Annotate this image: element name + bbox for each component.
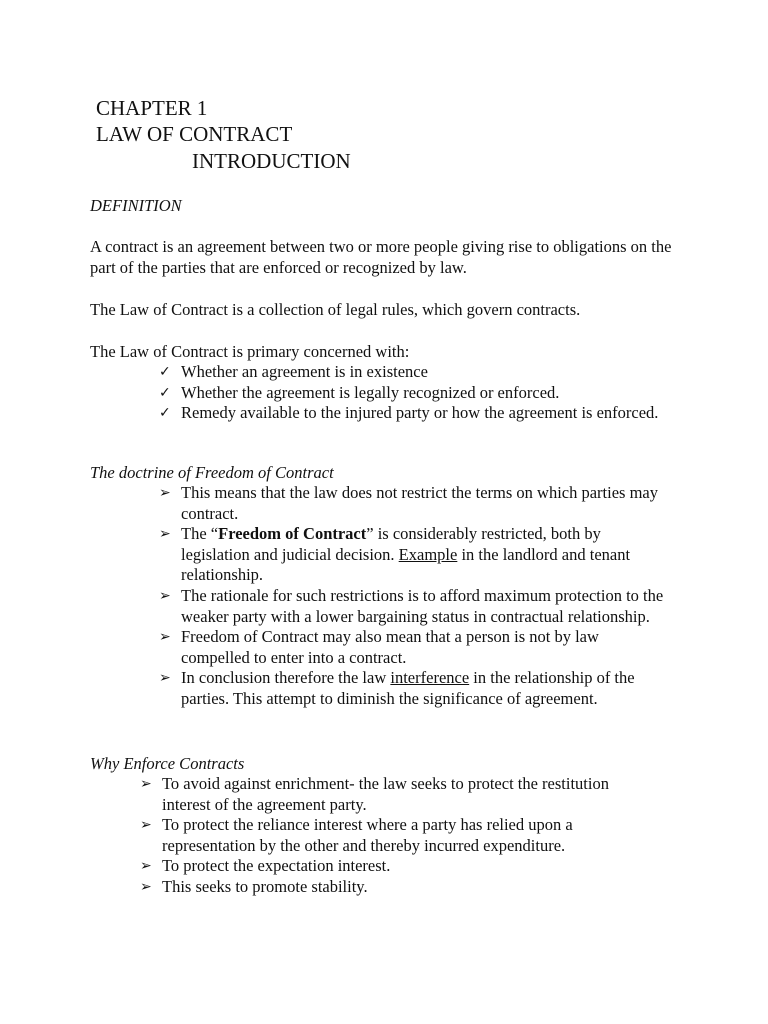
list-item [159,524,671,586]
checkmark-icon: ✓ [159,384,171,401]
text-segment: The “ [181,524,219,544]
list-item [159,627,671,668]
chapter-number: CHAPTER 1 [96,96,208,120]
chapter-title: LAW OF CONTRACT [96,122,293,146]
list-item-text [181,524,630,584]
list-item [159,668,671,709]
list-item-text: To avoid against enrichment- the law seeks to protect the restitution interest of the agreement party. [162,774,609,814]
why-enforce-heading: Why Enforce Contracts [90,754,245,773]
list-item-text: To protect the expectation interest. [162,856,391,876]
arrow-bullet-icon: ➢ [140,878,152,895]
list-item-text: To protect the reliance interest where a party has relied upon a representation by the other and thereby incurred expenditure. [162,815,573,855]
law-of-contract-paragraph: The Law of Contract is a collection of legal rules, which govern contracts. [90,300,581,319]
concerns-list [159,362,659,424]
list-item [159,362,659,383]
list-item-text: Freedom of Contract may also mean that a person is not by law compelled to enter into a contract. [181,627,599,667]
list-item [159,383,659,404]
concerns-intro-paragraph: The Law of Contract is primary concerned with: [90,342,410,361]
text-segment: In conclusion therefore the law [181,668,391,688]
text-segment: ” is considerably restricted, both by legislation and judicial decision. [181,524,601,564]
list-item [159,483,671,524]
text-segment: in the relationship of the parties. This attempt to diminish the significance of agreement. [181,668,635,708]
list-item [140,877,620,898]
underlined-term: interference [390,668,470,688]
definition-paragraph: A contract is an agreement between two or more people giving rise to obligations on the part of the parties that are enforced or recognized by law. [90,237,672,277]
list-item [140,815,620,856]
chapter-subtitle: INTRODUCTION [192,149,351,173]
freedom-of-contract-heading: The doctrine of Freedom of Contract [90,463,334,482]
list-item-text: This seeks to promote stability. [162,876,368,896]
arrow-bullet-icon: ➢ [159,670,171,687]
list-item [140,856,620,877]
underlined-term: Example [398,544,458,564]
checkmark-icon: ✓ [159,364,171,380]
bold-term: Freedom of Contract [218,524,367,544]
arrow-bullet-icon: ➢ [159,485,171,501]
list-item-text [181,668,635,708]
arrow-bullet-icon: ➢ [140,776,152,792]
text-segment: in the landlord and tenant relationship. [181,544,631,585]
list-item [140,774,620,815]
list-item-text: The rationale for such restrictions is to afford maximum protection to the weaker party with a lower bargaining status in contractual relationship. [181,585,664,626]
checkmark-icon: ✓ [159,405,171,422]
why-enforce-list [140,774,620,898]
arrow-bullet-icon: ➢ [159,629,171,646]
list-item-text: Remedy available to the injured party or how the agreement is enforced. [181,403,659,423]
list-item-text: Whether the agreement is legally recognized or enforced. [181,382,560,402]
freedom-list [159,483,671,710]
arrow-bullet-icon: ➢ [159,526,171,543]
arrow-bullet-icon: ➢ [159,587,171,604]
list-item-text: Whether an agreement is in existence [181,362,428,381]
list-item-text: This means that the law does not restrict the terms on which parties may contract. [181,483,659,523]
arrow-bullet-icon: ➢ [140,858,152,875]
arrow-bullet-icon: ➢ [140,817,152,834]
definition-heading: DEFINITION [90,196,182,215]
list-item [159,403,659,424]
list-item [159,586,671,627]
